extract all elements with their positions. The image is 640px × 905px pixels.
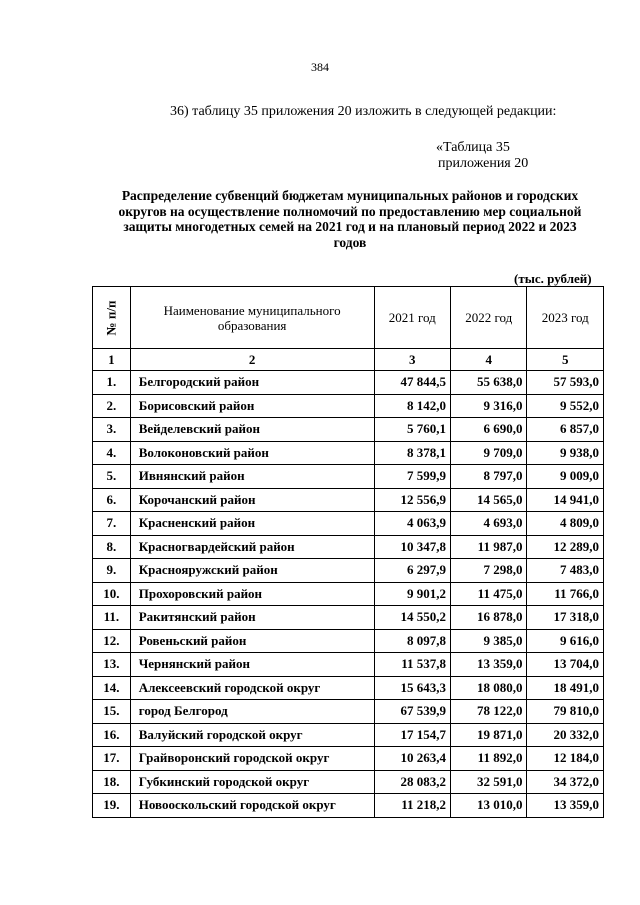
row-number: 4. bbox=[93, 441, 131, 465]
value-2021: 8 378,1 bbox=[374, 441, 450, 465]
page-number: 384 bbox=[311, 60, 329, 74]
value-2022: 11 475,0 bbox=[450, 582, 526, 606]
table-row bbox=[93, 535, 604, 559]
row-number: 17. bbox=[93, 747, 131, 771]
table-reference bbox=[436, 140, 528, 172]
municipality-name: Новооскольский городской округ bbox=[130, 794, 374, 818]
row-number: 3. bbox=[93, 418, 131, 442]
title-line: округов на осуществление полномочий по предоставлению мер социальной bbox=[118, 203, 582, 219]
municipality-name: Корочанский район bbox=[130, 488, 374, 512]
value-2022: 32 591,0 bbox=[450, 770, 526, 794]
municipality-name: город Белгород bbox=[130, 700, 374, 724]
value-2022: 11 892,0 bbox=[450, 747, 526, 771]
value-2023: 12 184,0 bbox=[527, 747, 604, 771]
value-2023: 14 941,0 bbox=[527, 488, 604, 512]
row-number: 12. bbox=[93, 629, 131, 653]
value-2023: 7 483,0 bbox=[527, 559, 604, 583]
subvention-table bbox=[92, 286, 604, 818]
title-line: годов bbox=[333, 234, 367, 250]
value-2023: 6 857,0 bbox=[527, 418, 604, 442]
row-number: 11. bbox=[93, 606, 131, 630]
value-2022: 16 878,0 bbox=[450, 606, 526, 630]
table-row bbox=[93, 794, 604, 818]
column-number: 2 bbox=[130, 349, 374, 371]
table-row bbox=[93, 441, 604, 465]
row-number: 9. bbox=[93, 559, 131, 583]
table-row bbox=[93, 676, 604, 700]
value-2021: 8 142,0 bbox=[374, 394, 450, 418]
value-2021: 6 297,9 bbox=[374, 559, 450, 583]
document-title bbox=[90, 188, 610, 250]
municipality-name: Борисовский район bbox=[130, 394, 374, 418]
value-2022: 8 797,0 bbox=[450, 465, 526, 489]
table-row bbox=[93, 394, 604, 418]
value-2022: 18 080,0 bbox=[450, 676, 526, 700]
value-2023: 18 491,0 bbox=[527, 676, 604, 700]
title-line: защиты многодетных семей на 2021 год и на плановый период 2022 и 2023 bbox=[123, 219, 577, 234]
table-row bbox=[93, 418, 604, 442]
municipality-name: Грайворонский городской округ bbox=[130, 747, 374, 771]
value-2021: 10 347,8 bbox=[374, 535, 450, 559]
value-2022: 19 871,0 bbox=[450, 723, 526, 747]
value-2022: 6 690,0 bbox=[450, 418, 526, 442]
municipality-name: Чернянский район bbox=[130, 653, 374, 677]
value-2022: 78 122,0 bbox=[450, 700, 526, 724]
value-2021: 11 218,2 bbox=[374, 794, 450, 818]
table-body bbox=[93, 371, 604, 818]
row-number: 10. bbox=[93, 582, 131, 606]
value-2023: 13 359,0 bbox=[527, 794, 604, 818]
table-row bbox=[93, 606, 604, 630]
value-2021: 9 901,2 bbox=[374, 582, 450, 606]
value-2023: 13 704,0 bbox=[527, 653, 604, 677]
municipality-name: Прохоровский район bbox=[130, 582, 374, 606]
instruction-text: 36) таблицу 35 приложения 20 изложить в следующей редакции: bbox=[170, 104, 557, 119]
value-2023: 12 289,0 bbox=[527, 535, 604, 559]
value-2023: 20 332,0 bbox=[527, 723, 604, 747]
table-reference-line: «Таблица 35 bbox=[436, 140, 510, 155]
value-2021: 47 844,5 bbox=[374, 371, 450, 395]
row-number: 7. bbox=[93, 512, 131, 536]
value-2021: 14 550,2 bbox=[374, 606, 450, 630]
row-number: 15. bbox=[93, 700, 131, 724]
value-2022: 9 385,0 bbox=[450, 629, 526, 653]
municipality-name: Ровеньский район bbox=[130, 629, 374, 653]
table-row bbox=[93, 488, 604, 512]
table-row bbox=[93, 770, 604, 794]
column-number-row bbox=[93, 349, 604, 371]
row-number: 18. bbox=[93, 770, 131, 794]
municipality-name: Вейделевский район bbox=[130, 418, 374, 442]
municipality-name: Красногвардейский район bbox=[130, 535, 374, 559]
municipality-name: Валуйский городской округ bbox=[130, 723, 374, 747]
table-reference-line: приложения 20 bbox=[438, 156, 529, 171]
column-number: 5 bbox=[527, 349, 604, 371]
row-number: 19. bbox=[93, 794, 131, 818]
value-2021: 15 643,3 bbox=[374, 676, 450, 700]
table-row bbox=[93, 629, 604, 653]
table-row bbox=[93, 700, 604, 724]
value-2023: 34 372,0 bbox=[527, 770, 604, 794]
column-number: 1 bbox=[93, 349, 131, 371]
title-line: Распределение субвенций бюджетам муниципальных районов и городских bbox=[121, 188, 579, 203]
value-2021: 10 263,4 bbox=[374, 747, 450, 771]
municipality-name: Ракитянский район bbox=[130, 606, 374, 630]
value-2023: 79 810,0 bbox=[527, 700, 604, 724]
header-2023: 2023 год bbox=[527, 287, 604, 349]
municipality-name: Губкинский городской округ bbox=[130, 770, 374, 794]
row-number: 8. bbox=[93, 535, 131, 559]
value-2021: 28 083,2 bbox=[374, 770, 450, 794]
header-num-label: № п/п bbox=[103, 300, 119, 335]
value-2021: 17 154,7 bbox=[374, 723, 450, 747]
table-row bbox=[93, 747, 604, 771]
value-2023: 9 938,0 bbox=[527, 441, 604, 465]
table-header-row bbox=[93, 287, 604, 349]
table-row bbox=[93, 512, 604, 536]
table-row bbox=[93, 371, 604, 395]
row-number: 16. bbox=[93, 723, 131, 747]
value-2021: 12 556,9 bbox=[374, 488, 450, 512]
column-number: 4 bbox=[450, 349, 526, 371]
value-2023: 4 809,0 bbox=[527, 512, 604, 536]
value-2022: 9 316,0 bbox=[450, 394, 526, 418]
value-2021: 4 063,9 bbox=[374, 512, 450, 536]
value-2023: 9 009,0 bbox=[527, 465, 604, 489]
value-2022: 13 359,0 bbox=[450, 653, 526, 677]
municipality-name: Волоконовский район bbox=[130, 441, 374, 465]
table-row bbox=[93, 582, 604, 606]
value-2023: 9 552,0 bbox=[527, 394, 604, 418]
header-name: Наименование муниципального образования bbox=[130, 287, 374, 349]
header-2022: 2022 год bbox=[450, 287, 526, 349]
header-num bbox=[93, 287, 131, 349]
value-2022: 7 298,0 bbox=[450, 559, 526, 583]
value-2021: 8 097,8 bbox=[374, 629, 450, 653]
value-2021: 11 537,8 bbox=[374, 653, 450, 677]
table-row bbox=[93, 723, 604, 747]
table-row bbox=[93, 559, 604, 583]
value-2022: 55 638,0 bbox=[450, 371, 526, 395]
row-number: 5. bbox=[93, 465, 131, 489]
municipality-name: Краснояружский район bbox=[130, 559, 374, 583]
units-label: (тыс. рублей) bbox=[514, 271, 592, 286]
table-row bbox=[93, 465, 604, 489]
value-2022: 13 010,0 bbox=[450, 794, 526, 818]
value-2022: 9 709,0 bbox=[450, 441, 526, 465]
municipality-name: Алексеевский городской округ bbox=[130, 676, 374, 700]
value-2023: 17 318,0 bbox=[527, 606, 604, 630]
row-number: 1. bbox=[93, 371, 131, 395]
municipality-name: Ивнянский район bbox=[130, 465, 374, 489]
row-number: 14. bbox=[93, 676, 131, 700]
row-number: 6. bbox=[93, 488, 131, 512]
value-2022: 11 987,0 bbox=[450, 535, 526, 559]
column-number: 3 bbox=[374, 349, 450, 371]
value-2023: 11 766,0 bbox=[527, 582, 604, 606]
row-number: 13. bbox=[93, 653, 131, 677]
value-2023: 9 616,0 bbox=[527, 629, 604, 653]
value-2023: 57 593,0 bbox=[527, 371, 604, 395]
value-2021: 7 599,9 bbox=[374, 465, 450, 489]
table-row bbox=[93, 653, 604, 677]
row-number: 2. bbox=[93, 394, 131, 418]
value-2021: 5 760,1 bbox=[374, 418, 450, 442]
municipality-name: Красненский район bbox=[130, 512, 374, 536]
value-2022: 4 693,0 bbox=[450, 512, 526, 536]
header-2021: 2021 год bbox=[374, 287, 450, 349]
value-2022: 14 565,0 bbox=[450, 488, 526, 512]
value-2021: 67 539,9 bbox=[374, 700, 450, 724]
municipality-name: Белгородский район bbox=[130, 371, 374, 395]
